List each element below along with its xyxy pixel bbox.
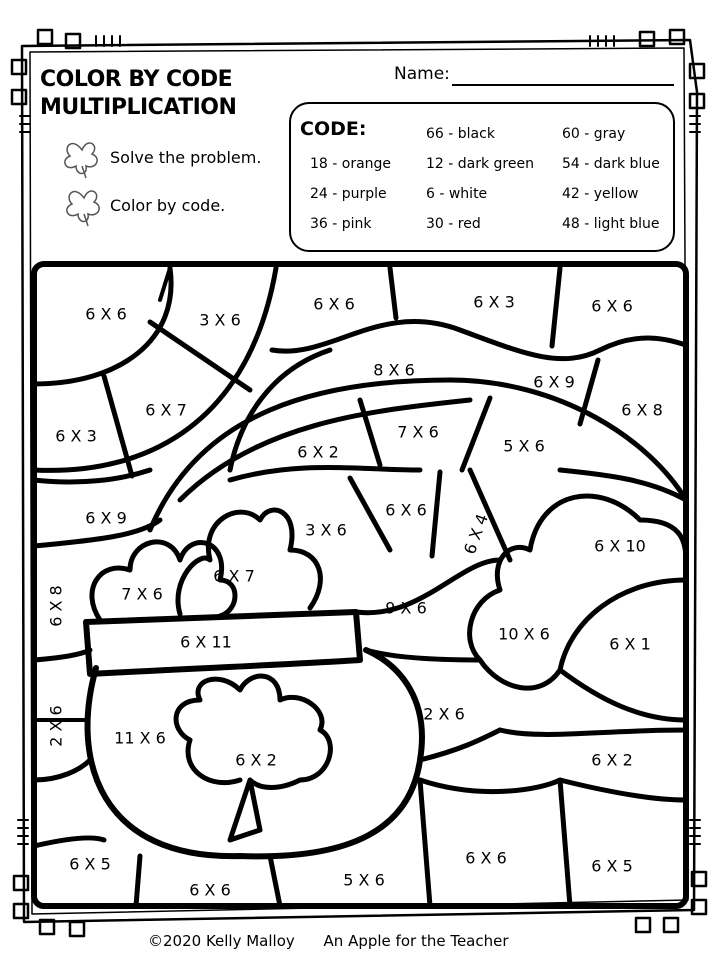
problem-region[interactable]: 7 X 6 xyxy=(397,422,439,442)
worksheet-title xyxy=(40,66,236,122)
code-entry: 42 - yellow xyxy=(562,186,639,202)
problem-region[interactable]: 6 X 10 xyxy=(594,536,646,556)
problem-region[interactable]: 6 X 11 xyxy=(180,632,232,652)
title-line-1: COLOR BY CODE xyxy=(40,67,233,92)
problem-region[interactable]: 6 X 2 xyxy=(235,750,277,770)
problem-region[interactable]: 6 X 8 xyxy=(46,585,66,627)
problem-region[interactable]: 6 X 7 xyxy=(145,400,187,420)
code-entry: 36 - pink xyxy=(310,216,372,232)
code-entry: 18 - orange xyxy=(310,156,392,172)
problem-region[interactable]: 6 X 3 xyxy=(473,292,515,312)
title-line-2: MULTIPLICATION xyxy=(40,95,237,120)
problem-region[interactable]: 6 X 2 xyxy=(591,750,633,770)
code-entry: 48 - light blue xyxy=(562,216,660,232)
brand-text: An Apple for the Teacher xyxy=(323,932,509,950)
code-entry: 24 - purple xyxy=(310,186,387,202)
problem-region[interactable]: 10 X 6 xyxy=(498,624,550,644)
code-entry: 6 - white xyxy=(426,186,488,202)
problem-region[interactable]: 6 X 6 xyxy=(189,880,231,900)
problem-region[interactable]: 3 X 6 xyxy=(199,310,241,330)
problem-region[interactable]: 6 X 6 xyxy=(385,500,427,520)
name-field[interactable] xyxy=(452,84,674,86)
instruction-color: Color by code. xyxy=(110,196,226,215)
problem-region[interactable]: 6 X 6 xyxy=(591,296,633,316)
problem-region[interactable]: 6 X 3 xyxy=(55,426,97,446)
problem-region[interactable]: 7 X 6 xyxy=(121,584,163,604)
problem-region[interactable]: 6 X 8 xyxy=(621,400,663,420)
problem-region[interactable]: 3 X 6 xyxy=(305,520,347,540)
problem-region[interactable]: 6 X 9 xyxy=(85,508,127,528)
problem-region[interactable]: 9 X 6 xyxy=(385,598,427,618)
copyright-text: ©2020 Kelly Malloy xyxy=(148,932,295,950)
code-entry: 66 - black xyxy=(426,126,495,142)
problem-region[interactable]: 11 X 6 xyxy=(114,728,166,748)
problem-region[interactable]: 6 X 5 xyxy=(69,854,111,874)
problem-region[interactable]: 2 X 6 xyxy=(46,705,66,747)
code-entry: 12 - dark green xyxy=(426,156,534,172)
name-label: Name: xyxy=(394,64,450,84)
problem-region[interactable]: 6 X 4 xyxy=(459,511,493,557)
problem-region[interactable]: 6 X 1 xyxy=(609,634,651,654)
shamrock-icon xyxy=(65,143,99,226)
problem-region[interactable]: 6 X 6 xyxy=(313,294,355,314)
problem-region[interactable]: 6 X 2 xyxy=(297,442,339,462)
problem-region[interactable]: 6 X 6 xyxy=(85,304,127,324)
problem-region[interactable]: 6 X 5 xyxy=(591,856,633,876)
code-entry: 60 - gray xyxy=(562,126,626,142)
problem-region[interactable]: 6 X 7 xyxy=(213,566,255,586)
problem-region[interactable]: 2 X 6 xyxy=(423,704,465,724)
code-entry: 30 - red xyxy=(426,216,481,232)
problem-region[interactable]: 5 X 6 xyxy=(503,436,545,456)
instruction-solve: Solve the problem. xyxy=(110,148,262,167)
code-title: CODE: xyxy=(300,118,367,140)
problem-region[interactable]: 8 X 6 xyxy=(373,360,415,380)
problem-region[interactable]: 6 X 6 xyxy=(465,848,507,868)
problem-region[interactable]: 5 X 6 xyxy=(343,870,385,890)
footer xyxy=(148,932,533,950)
code-entry: 54 - dark blue xyxy=(562,156,660,172)
problem-region[interactable]: 6 X 9 xyxy=(533,372,575,392)
